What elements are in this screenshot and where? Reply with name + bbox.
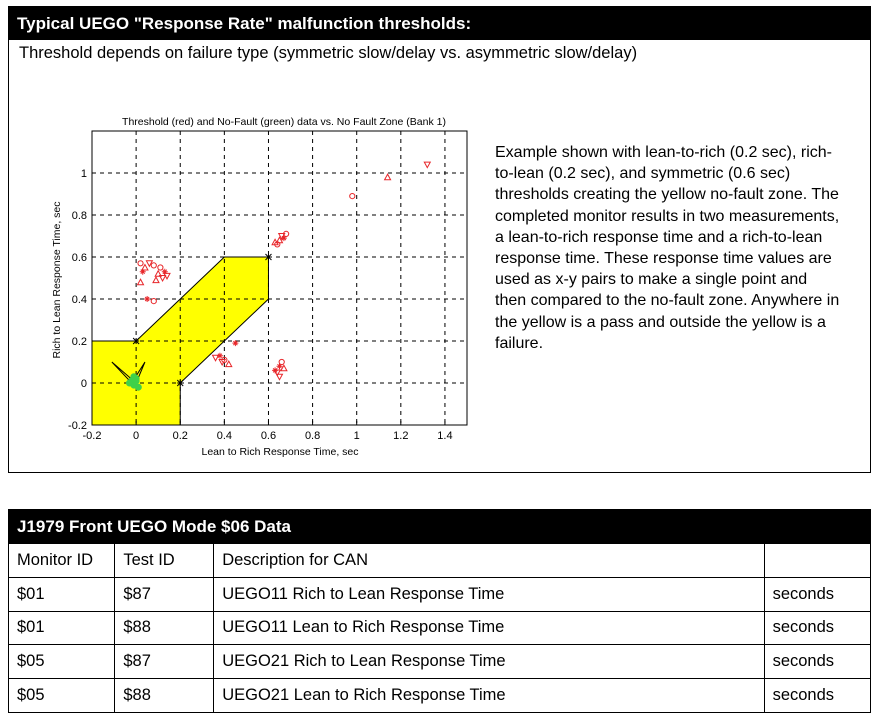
threshold-point [144, 296, 150, 302]
table-row [9, 611, 870, 645]
threshold-point [279, 359, 284, 364]
threshold-point [160, 276, 166, 282]
zone-vertex-marker [177, 380, 183, 386]
table-cell: seconds [764, 678, 870, 712]
threshold-point [424, 162, 430, 168]
table-cell: $87 [115, 578, 214, 612]
mode06-table [9, 544, 870, 712]
x-tick-label: 0.2 [172, 430, 188, 442]
threshold-point [277, 374, 283, 380]
y-tick-label: 0.6 [71, 252, 87, 264]
threshold-point [153, 277, 159, 283]
table-cell: $88 [115, 678, 214, 712]
y-axis-label: Rich to Lean Response Time, sec [51, 201, 63, 359]
column-header: Monitor ID [9, 544, 115, 578]
threshold-point [138, 279, 144, 285]
table-cell: seconds [764, 611, 870, 645]
x-tick-label: -0.2 [82, 430, 102, 442]
threshold-point [350, 194, 355, 199]
column-header [764, 544, 870, 578]
table-cell: UEGO11 Rich to Lean Response Time [214, 578, 764, 612]
zone-vertex-marker [133, 338, 139, 344]
x-tick-label: 1 [353, 430, 360, 442]
table-cell: $01 [9, 578, 115, 612]
x-tick-label: 0.8 [304, 430, 321, 442]
threshold-point [272, 367, 278, 373]
zone-vertex-marker [265, 254, 271, 260]
threshold-point [217, 353, 223, 359]
y-tick-label: 0.2 [71, 336, 87, 348]
column-header: Description for CAN [214, 544, 764, 578]
chart-title: Threshold (red) and No-Fault (green) data vs. No Fault Zone (Bank 1) [122, 116, 446, 128]
x-tick-label: 0.4 [216, 430, 233, 442]
threshold-point [385, 174, 391, 180]
x-tick-label: 1.2 [393, 430, 409, 442]
y-tick-label: 1 [80, 168, 87, 180]
table-cell: UEGO21 Lean to Rich Response Time [214, 678, 764, 712]
table-cell: $87 [115, 645, 214, 679]
table-cell: UEGO11 Lean to Rich Response Time [214, 611, 764, 645]
section-header: Typical UEGO "Response Rate" malfunction thresholds: [9, 7, 870, 40]
x-tick-label: 0 [133, 430, 140, 442]
threshold-point [151, 263, 156, 268]
table-cell: $01 [9, 611, 115, 645]
y-tick-label: -0.2 [68, 420, 87, 432]
table-row [9, 578, 870, 612]
table-cell: $05 [9, 645, 115, 679]
threshold-point [158, 265, 163, 270]
threshold-point [151, 299, 156, 304]
y-tick-label: 0.4 [71, 294, 87, 306]
table-cell: seconds [764, 578, 870, 612]
mode06-table-section [8, 509, 871, 713]
x-tick-label: 1.4 [437, 430, 453, 442]
y-tick-label: 0 [80, 378, 87, 390]
table-row [9, 645, 870, 679]
table-cell: $05 [9, 678, 115, 712]
chart-description: Example shown with lean-to-rich (0.2 sec), rich-to-lean (0.2 sec), and symmetric (0.6 sec) thresholds creating the yellow no-fault zone. The completed monitor results in two measurements, a lean-to-rich response time and a rich-to-lean response time. These response time values are used as x-y pairs to make a single point and then compared to the no-fault zone. Anywhere in the yellow is a pass and outside the yellow is a failure. [495, 144, 840, 352]
x-axis-label: Lean to Rich Response Time, sec [201, 446, 359, 458]
plot-area [68, 131, 467, 442]
table-header-row [9, 544, 870, 578]
column-header: Test ID [115, 544, 214, 578]
no-fault-point [133, 378, 139, 384]
section-subtitle: Threshold depends on failure type (symmetric slow/delay vs. asymmetric slow/delay) [19, 44, 638, 62]
threshold-point [138, 261, 143, 266]
table-cell: seconds [764, 645, 870, 679]
no-fault-point [135, 384, 141, 390]
y-tick-label: 0.8 [71, 210, 87, 222]
table-cell: $88 [115, 611, 214, 645]
no-fault-point [127, 380, 133, 386]
table-header: J1979 Front UEGO Mode $06 Data [9, 510, 870, 544]
table-row [9, 678, 870, 712]
x-tick-label: 0.6 [260, 430, 277, 442]
table-cell: UEGO21 Rich to Lean Response Time [214, 645, 764, 679]
